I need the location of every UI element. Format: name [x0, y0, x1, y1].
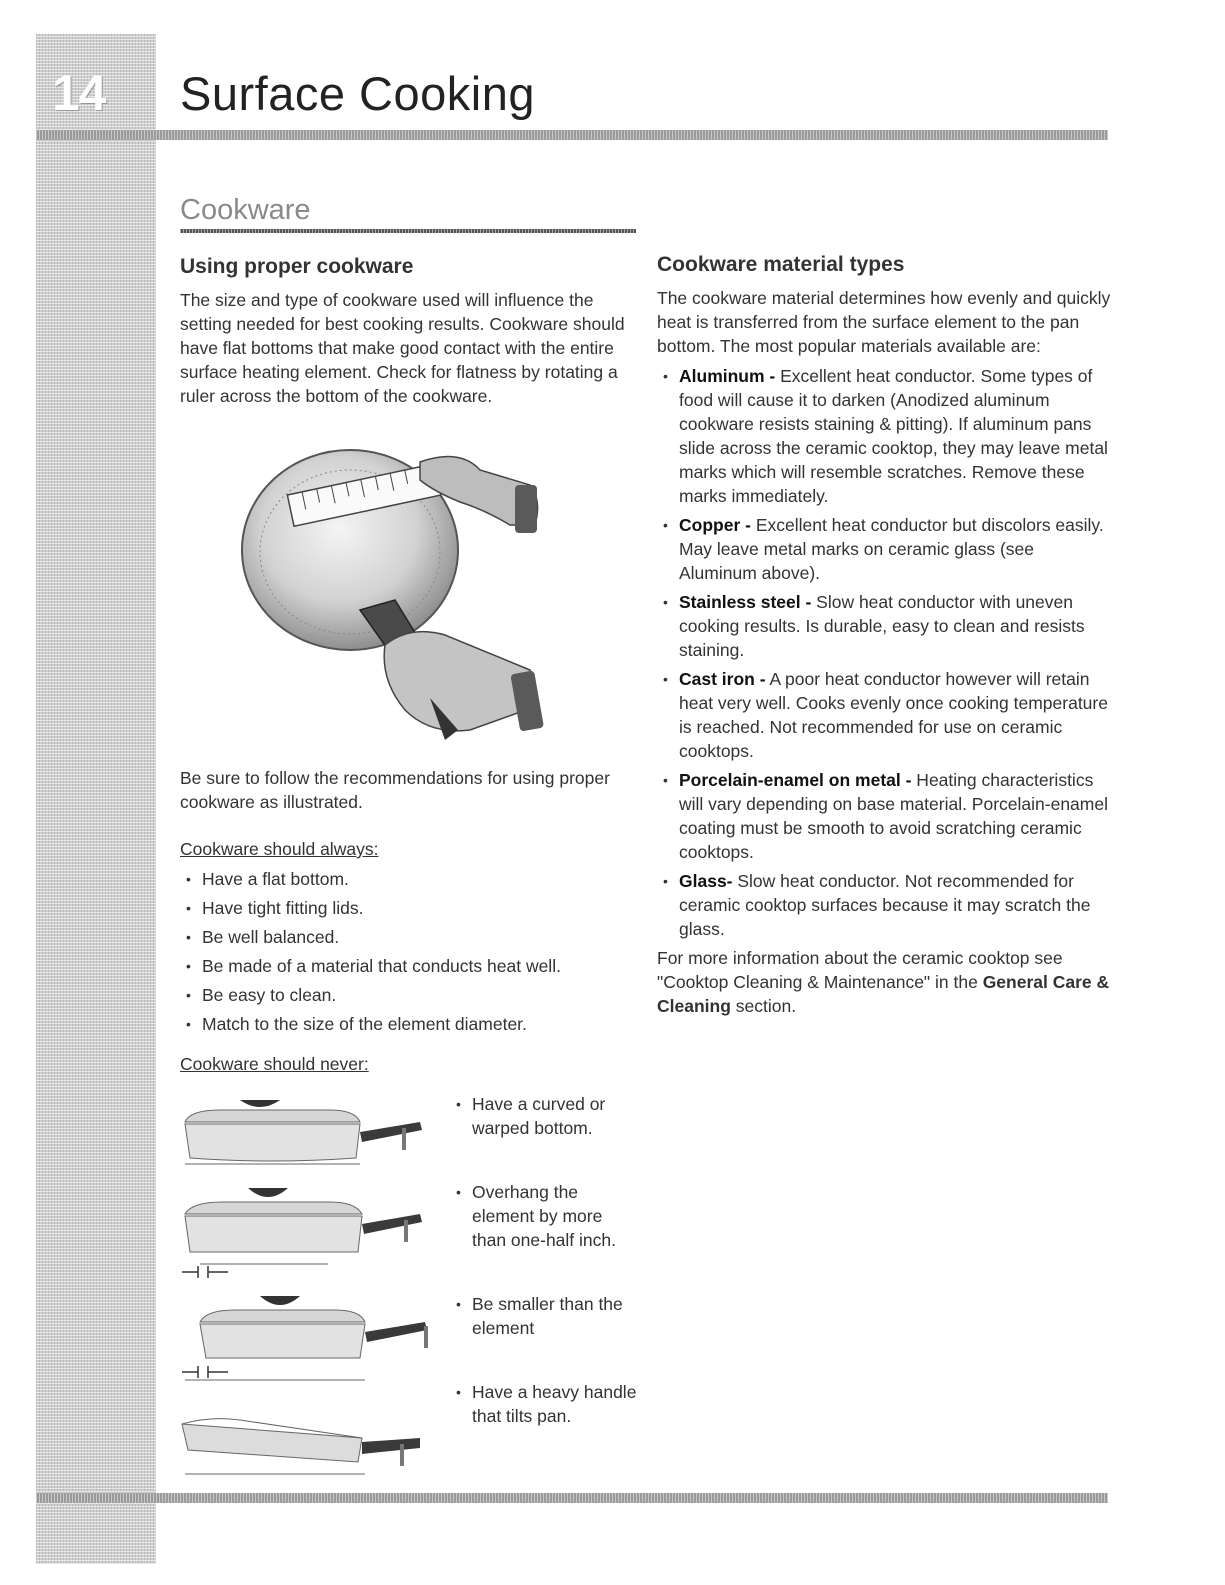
never-row-heavy-handle — [180, 1380, 640, 1480]
left-intro: The size and type of cookware used will influence the setting needed for best cooking results. Cookware should have flat bottoms that make good contact with the entire surface heating element. Check for flatness by rotating a ruler across the bottom of the cookware. — [180, 290, 625, 406]
never-heading: Cookware should never: — [180, 1054, 369, 1074]
material-name: Porcelain-enamel on metal - — [679, 770, 912, 790]
more-info-text: For more information about the ceramic cooktop see "Cooktop Cleaning & Maintenance" in the — [657, 948, 1063, 992]
materials-list — [657, 364, 1112, 941]
warped-pan-illustration — [180, 1092, 440, 1172]
material-text: Slow heat conductor with uneven cooking results. Is durable, easy to clean and resists staining. — [679, 592, 1085, 660]
material-text: Heating characteristics will vary depending on base material. Porcelain-enamel coating must be smooth to avoid scratching ceramic cooktops. — [679, 770, 1108, 862]
general-care-reference: General Care & Cleaning — [657, 972, 1110, 1016]
material-text: A poor heat conductor however will retain heat very well. Cooks evenly once cooking temperature is reached. Not recommended for use on ceramic cooktops. — [679, 669, 1108, 761]
page-title: Surface Cooking — [180, 67, 535, 120]
material-name: Stainless steel - — [679, 592, 812, 612]
more-info — [657, 946, 1112, 1018]
page-number: 14 — [52, 65, 106, 121]
list-item: • Have tight fitting lids. — [180, 896, 640, 920]
list-item: • Overhang the element by more than one-half inch. — [450, 1180, 640, 1252]
material-item — [657, 869, 1112, 941]
more-info-suffix: section. — [730, 996, 797, 1016]
material-text: Slow heat conductor. Not recommended for ceramic cooktop surfaces because it may scratch the glass. — [679, 871, 1091, 939]
material-item — [657, 513, 1112, 585]
material-item — [657, 768, 1112, 864]
footer-rule — [36, 1493, 1108, 1503]
pan-ruler-illustration — [230, 440, 560, 770]
material-text: Excellent heat conductor but discolors easily. May leave metal marks on ceramic glass (see Aluminum above). — [679, 515, 1104, 583]
follow-text: Be sure to follow the recommendations for using proper cookware as illustrated. — [180, 768, 610, 812]
never-row-overhang — [180, 1180, 640, 1285]
list-item: • Be made of a material that conducts heat well. — [180, 954, 640, 978]
material-name: Aluminum - — [679, 366, 776, 386]
section-title: Cookware — [180, 194, 311, 226]
right-intro: The cookware material determines how evenly and quickly heat is transferred from the surface element to the pan bottom. The most popular materials available are: — [657, 288, 1111, 356]
list-item: • Have a heavy handle that tilts pan. — [450, 1380, 640, 1428]
list-item: • Match to the size of the element diameter. — [180, 1012, 640, 1036]
section-rule — [180, 229, 636, 233]
material-item — [657, 590, 1112, 662]
list-item: • Have a flat bottom. — [180, 867, 640, 891]
left-column — [180, 255, 640, 408]
list-item: • Be easy to clean. — [180, 983, 640, 1007]
header-rule — [36, 130, 1108, 140]
list-item: • Be smaller than the element — [450, 1292, 640, 1340]
right-column — [657, 253, 1112, 1018]
material-text: Excellent heat conductor. Some types of food will cause it to darken (Anodized aluminum cookware resists staining & pitting). If aluminum pans slide across the ceramic cooktop, they may leave metal marks which will resemble scratches. Remove these marks immediately. — [679, 366, 1108, 506]
overhang-pan-illustration — [180, 1180, 440, 1285]
smaller-pan-illustration — [180, 1292, 440, 1387]
always-section — [180, 837, 640, 1041]
list-item: • Be well balanced. — [180, 925, 640, 949]
never-row-smaller — [180, 1292, 640, 1387]
tilted-pan-illustration — [180, 1380, 440, 1480]
follow-note — [180, 766, 640, 814]
material-name: Cast iron - — [679, 669, 766, 689]
material-types-heading: Cookware material types — [657, 253, 905, 276]
always-list — [180, 867, 640, 1036]
side-strip — [36, 34, 156, 1564]
material-item — [657, 364, 1112, 508]
material-name: Copper - — [679, 515, 751, 535]
never-row-warped — [180, 1092, 640, 1172]
material-item — [657, 667, 1112, 763]
material-name: Glass- — [679, 871, 733, 891]
list-item: • Have a curved or warped bottom. — [450, 1092, 640, 1140]
always-heading: Cookware should always: — [180, 839, 379, 859]
using-proper-cookware-heading: Using proper cookware — [180, 255, 414, 278]
